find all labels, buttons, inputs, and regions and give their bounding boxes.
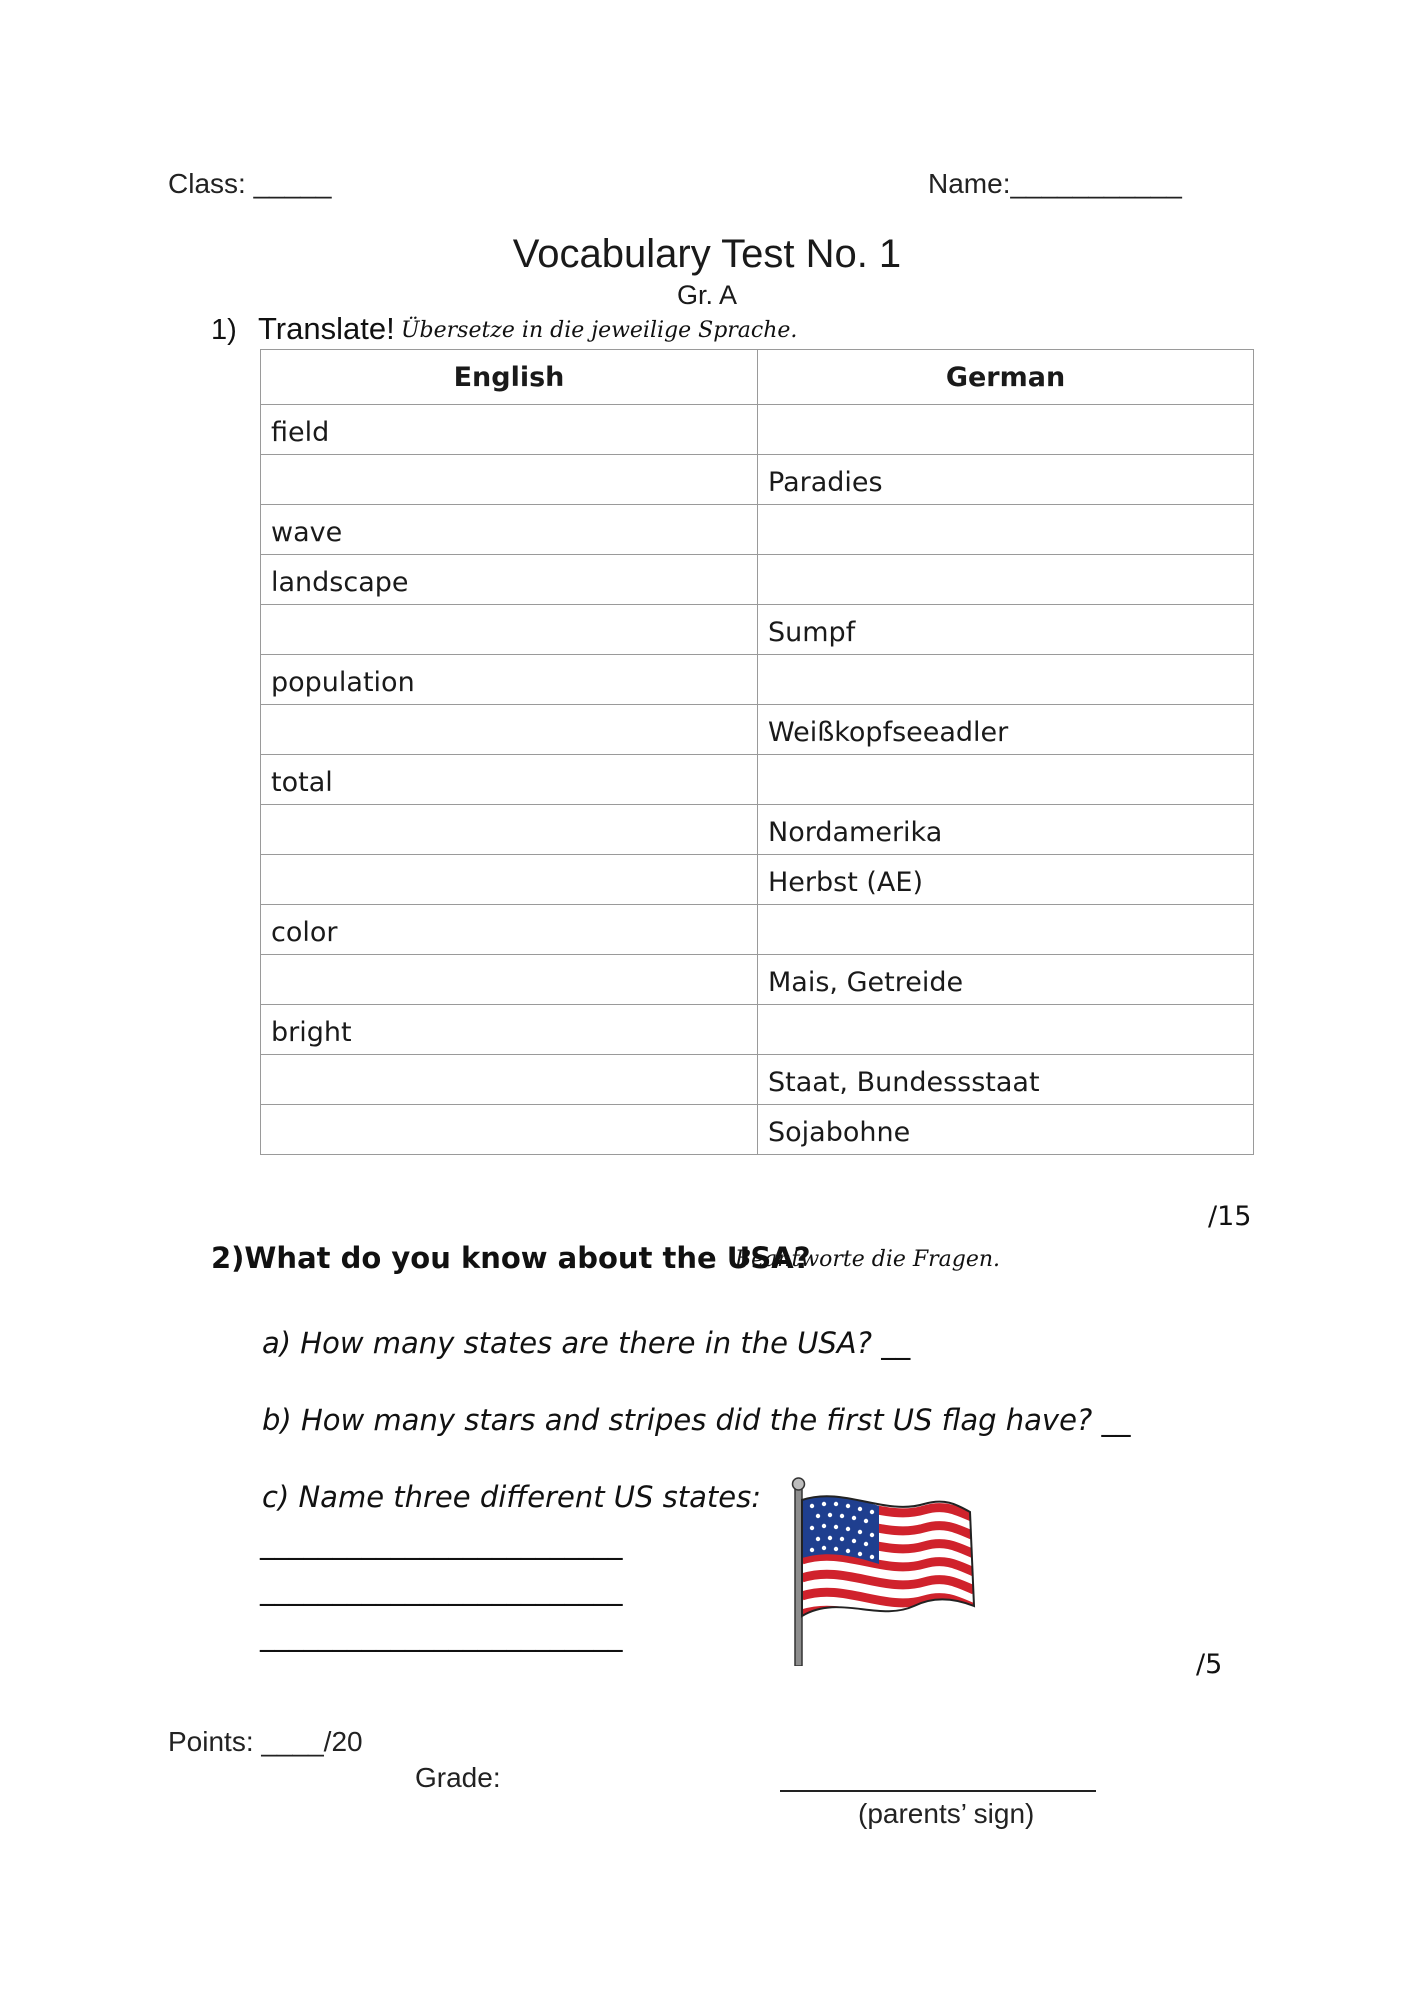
table-row bbox=[261, 605, 1254, 655]
table-row bbox=[261, 855, 1254, 905]
english-cell[interactable] bbox=[261, 455, 758, 505]
table-row bbox=[261, 405, 1254, 455]
answer-line[interactable]: _________________________ bbox=[260, 1618, 623, 1652]
page-title: Vocabulary Test No. 1 bbox=[512, 232, 902, 276]
english-cell: landscape bbox=[261, 555, 758, 605]
page-subtitle: Gr. A bbox=[676, 280, 738, 310]
german-cell: Sojabohne bbox=[758, 1105, 1254, 1155]
table-row bbox=[261, 905, 1254, 955]
table-row bbox=[261, 1055, 1254, 1105]
table-row bbox=[261, 655, 1254, 705]
table-row bbox=[261, 705, 1254, 755]
german-cell[interactable] bbox=[758, 1005, 1254, 1055]
q2-question-b[interactable]: b) How many stars and stripes did the first US flag have? __ bbox=[262, 1403, 1131, 1437]
german-cell: Sumpf bbox=[758, 605, 1254, 655]
q1-instruction: Übersetze in die jeweilige Sprache. bbox=[401, 318, 798, 343]
english-cell[interactable] bbox=[261, 955, 758, 1005]
parents-sign-label: (parents’ sign) bbox=[858, 1798, 1035, 1829]
table-header-row bbox=[261, 350, 1254, 405]
english-cell[interactable] bbox=[261, 705, 758, 755]
german-cell: Paradies bbox=[758, 455, 1254, 505]
name-field[interactable]: Name:___________ bbox=[928, 168, 1182, 199]
table-row bbox=[261, 455, 1254, 505]
column-header-english: English bbox=[261, 350, 758, 405]
german-cell: Nordamerika bbox=[758, 805, 1254, 855]
german-cell[interactable] bbox=[758, 555, 1254, 605]
q2-question-a[interactable]: a) How many states are there in the USA? __ bbox=[262, 1326, 911, 1360]
german-cell: Weißkopfseeadler bbox=[758, 705, 1254, 755]
english-cell: bright bbox=[261, 1005, 758, 1055]
english-cell[interactable] bbox=[261, 1105, 758, 1155]
german-cell[interactable] bbox=[758, 405, 1254, 455]
english-cell[interactable] bbox=[261, 605, 758, 655]
signature-line[interactable] bbox=[780, 1790, 1096, 1792]
table-row bbox=[261, 755, 1254, 805]
german-cell: Herbst (AE) bbox=[758, 855, 1254, 905]
german-cell: Mais, Getreide bbox=[758, 955, 1254, 1005]
column-header-german: German bbox=[758, 350, 1254, 405]
answer-line[interactable]: _________________________ bbox=[260, 1526, 623, 1560]
english-cell[interactable] bbox=[261, 855, 758, 905]
us-flag-icon bbox=[784, 1476, 984, 1666]
table-row bbox=[261, 805, 1254, 855]
german-cell[interactable] bbox=[758, 655, 1254, 705]
english-cell[interactable] bbox=[261, 1055, 758, 1105]
table-row bbox=[261, 505, 1254, 555]
q2-instruction: Beantworte die Fragen. bbox=[735, 1247, 1001, 1272]
table-row bbox=[261, 555, 1254, 605]
english-cell[interactable] bbox=[261, 805, 758, 855]
english-cell: total bbox=[261, 755, 758, 805]
q1-number: 1) bbox=[211, 314, 237, 346]
english-cell: field bbox=[261, 405, 758, 455]
german-cell[interactable] bbox=[758, 905, 1254, 955]
german-cell[interactable] bbox=[758, 505, 1254, 555]
table-row bbox=[261, 1005, 1254, 1055]
table-row bbox=[261, 1105, 1254, 1155]
vocabulary-table bbox=[260, 349, 1254, 1155]
q2-question-c: c) Name three different US states: bbox=[262, 1480, 761, 1514]
answer-line[interactable]: _________________________ bbox=[260, 1572, 623, 1606]
english-cell: wave bbox=[261, 505, 758, 555]
q2-score: /5 bbox=[1196, 1649, 1223, 1680]
english-cell: population bbox=[261, 655, 758, 705]
class-field[interactable]: Class: _____ bbox=[168, 168, 332, 199]
german-cell: Staat, Bundessstaat bbox=[758, 1055, 1254, 1105]
q1-score: /15 bbox=[1208, 1201, 1252, 1232]
english-cell: color bbox=[261, 905, 758, 955]
q2-heading: 2)What do you know about the USA? bbox=[211, 1241, 811, 1275]
points-field[interactable]: Points: ____/20 bbox=[168, 1726, 363, 1757]
q1-prompt: Translate! bbox=[258, 311, 395, 346]
grade-field[interactable]: Grade: bbox=[415, 1762, 501, 1793]
table-row bbox=[261, 955, 1254, 1005]
german-cell[interactable] bbox=[758, 755, 1254, 805]
